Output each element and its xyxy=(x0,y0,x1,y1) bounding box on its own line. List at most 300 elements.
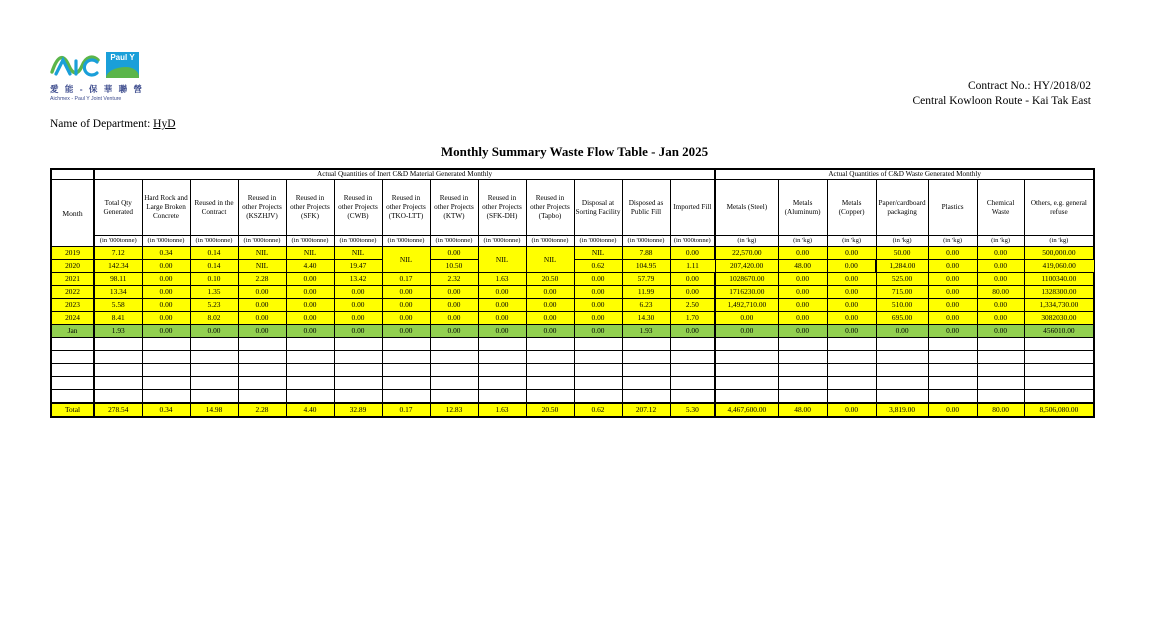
cell-reused-in-other-projects-sfk-dh: 0.00 xyxy=(478,312,526,325)
cell-metals-copper: 0.00 xyxy=(827,325,876,338)
empty-cell xyxy=(526,364,574,377)
cell-disposal-at-sorting-facility: NIL xyxy=(574,247,622,260)
cell-disposed-as-public-fill: 57.79 xyxy=(622,273,670,286)
empty-cell xyxy=(430,390,478,404)
column-header-chemical-waste: Chemical Waste xyxy=(977,180,1024,236)
unit-reused-in-other-projects-ktw: (in '000tonne) xyxy=(430,236,478,247)
empty-cell xyxy=(778,364,827,377)
empty-cell xyxy=(238,377,286,390)
cell-reused-in-the-contract: 14.98 xyxy=(190,403,238,417)
empty-cell xyxy=(94,390,142,404)
cell-total-qty-generated: 1.93 xyxy=(94,325,142,338)
cell-hard-rock-and-large-broken-concrete: 0.34 xyxy=(142,403,190,417)
empty-cell xyxy=(827,338,876,351)
cell-reused-in-other-projects-tko-ltt: 0.17 xyxy=(382,403,430,417)
empty-cell xyxy=(670,338,715,351)
cell-reused-in-other-projects-tko-ltt: 0.17 xyxy=(382,273,430,286)
empty-cell xyxy=(142,377,190,390)
cell-reused-in-the-contract: 1.35 xyxy=(190,286,238,299)
cell-reused-in-other-projects-ktw: 0.00 xyxy=(430,247,478,260)
empty-cell xyxy=(51,390,94,404)
cell-reused-in-other-projects-tko-ltt: 10.50 xyxy=(430,260,478,273)
empty-cell xyxy=(876,377,928,390)
cell-reused-in-other-projects-tapbo: 20.50 xyxy=(526,273,574,286)
cell-reused-in-the-contract: 5.23 xyxy=(190,299,238,312)
cell-disposal-at-sorting-facility: 0.00 xyxy=(574,312,622,325)
column-header-total-qty-generated: Total Qty Generated xyxy=(94,180,142,236)
empty-cell xyxy=(778,390,827,404)
empty-cell xyxy=(286,338,334,351)
column-header-imported-fill: Imported Fill xyxy=(670,180,715,236)
cell-reused-in-other-projects-kszhjv: NIL xyxy=(238,247,286,260)
cell-metals-aluminum: 0.00 xyxy=(778,325,827,338)
empty-cell xyxy=(715,364,778,377)
unit-paper-cardboard-packaging: (in 'kg) xyxy=(876,236,928,247)
empty-cell xyxy=(526,390,574,404)
unit-row xyxy=(51,236,1094,247)
department-label: Name of Department: xyxy=(50,118,151,130)
cell-chemical-waste: 0.00 xyxy=(977,273,1024,286)
company-logo xyxy=(50,52,145,102)
logo-marks xyxy=(50,52,145,80)
empty-cell xyxy=(94,377,142,390)
empty-cell xyxy=(51,377,94,390)
cell-imported-fill: 0.00 xyxy=(670,325,715,338)
cell-plastics: 0.00 xyxy=(928,273,977,286)
cell-reused-in-other-projects-kszhjv: 0.00 xyxy=(238,286,286,299)
cell-month: 2019 xyxy=(51,247,94,260)
empty-cell xyxy=(526,377,574,390)
cell-month: Jan xyxy=(51,325,94,338)
empty-cell xyxy=(430,351,478,364)
unit-reused-in-other-projects-kszhjv: (in '000tonne) xyxy=(238,236,286,247)
empty-cell xyxy=(574,390,622,404)
cell-plastics: 0.00 xyxy=(928,403,977,417)
cell-metals-steel: 0.00 xyxy=(715,325,778,338)
empty-cell xyxy=(238,338,286,351)
cell-month: 2023 xyxy=(51,299,94,312)
column-header-reused-in-other-projects-cwb: Reused in other Projects (CWB) xyxy=(334,180,382,236)
empty-cell xyxy=(1024,338,1094,351)
cell-hard-rock-and-large-broken-concrete: 0.00 xyxy=(142,273,190,286)
empty-cell xyxy=(142,351,190,364)
cell-reused-in-other-projects-sfk: 0.00 xyxy=(286,325,334,338)
empty-cell xyxy=(238,364,286,377)
department-line xyxy=(50,118,176,130)
column-header-metals-steel: Metals (Steel) xyxy=(715,180,778,236)
column-header-metals-aluminum: Metals (Aluminum) xyxy=(778,180,827,236)
empty-cell xyxy=(670,351,715,364)
cell-imported-fill: 2.50 xyxy=(670,299,715,312)
cell-imported-fill: 5.30 xyxy=(670,403,715,417)
cell-reused-in-other-projects-tapbo: 0.00 xyxy=(526,299,574,312)
cell-month: 2020 xyxy=(51,260,94,273)
monthly-waste-flow-table xyxy=(50,168,1095,418)
unit-disposal-at-sorting-facility: (in '000tonne) xyxy=(574,236,622,247)
cell-month: Total xyxy=(51,403,94,417)
empty-cell xyxy=(526,338,574,351)
cell-hard-rock-and-large-broken-concrete: 0.34 xyxy=(142,247,190,260)
empty-cell xyxy=(478,364,526,377)
group-header-actual-quantities-of-c-d-waste-generated-monthly: Actual Quantities of C&D Waste Generated Monthly xyxy=(715,169,1094,180)
cell-reused-in-other-projects-ktw: 0.00 xyxy=(430,312,478,325)
empty-cell xyxy=(928,364,977,377)
empty-cell xyxy=(51,364,94,377)
cell-reused-in-other-projects-ktw: 0.00 xyxy=(430,299,478,312)
cell-plastics: 0.00 xyxy=(928,325,977,338)
cell-reused-in-other-projects-cwb: 13.42 xyxy=(334,273,382,286)
cell-reused-in-other-projects-tapbo: 20.50 xyxy=(526,403,574,417)
cell-metals-copper: 0.00 xyxy=(827,273,876,286)
unit-reused-in-other-projects-sfk-dh: (in '000tonne) xyxy=(478,236,526,247)
empty-cell xyxy=(715,377,778,390)
unit-reused-in-other-projects-sfk: (in '000tonne) xyxy=(286,236,334,247)
cell-reused-in-other-projects-ktw: 0.00 xyxy=(430,286,478,299)
column-header-disposed-as-public-fill: Disposed as Public Fill xyxy=(622,180,670,236)
column-header-plastics: Plastics xyxy=(928,180,977,236)
empty-cell xyxy=(928,390,977,404)
empty-cell xyxy=(286,351,334,364)
cell-others-e-g-general-refuse: 1328300.00 xyxy=(1024,286,1094,299)
cell-chemical-waste: 0.00 xyxy=(977,312,1024,325)
cell-plastics: 0.00 xyxy=(928,247,977,260)
empty-cell xyxy=(190,377,238,390)
cell-others-e-g-general-refuse: 8,506,080.00 xyxy=(1024,403,1094,417)
cell-hard-rock-and-large-broken-concrete: 0.00 xyxy=(142,286,190,299)
empty-cell xyxy=(286,364,334,377)
cell-reused-in-other-projects-ktw: 0.62 xyxy=(574,260,622,273)
cell-reused-in-other-projects-sfk: 0.00 xyxy=(286,286,334,299)
cell-total-qty-generated: 142.34 xyxy=(94,260,142,273)
column-header-reused-in-other-projects-sfk: Reused in other Projects (SFK) xyxy=(286,180,334,236)
cell-reused-in-other-projects-sfk-dh: 0.00 xyxy=(478,325,526,338)
cell-disposed-as-public-fill: 207.12 xyxy=(622,403,670,417)
project-name: Central Kowloon Route - Kai Tak East xyxy=(912,95,1091,107)
empty-cell xyxy=(715,338,778,351)
cell-metals-aluminum: 0.00 xyxy=(778,247,827,260)
logo-chinese-name: 愛 能 - 保 華 聯 營 xyxy=(50,84,145,94)
empty-cell xyxy=(478,338,526,351)
cell-imported-fill: 0.00 xyxy=(670,247,715,260)
empty-cell xyxy=(977,377,1024,390)
cell-metals-copper: 0.00 xyxy=(827,403,876,417)
cell-metals-aluminum: 48.00 xyxy=(778,403,827,417)
empty-cell xyxy=(382,351,430,364)
column-header-reused-in-the-contract: Reused in the Contract xyxy=(190,180,238,236)
cell-reused-in-other-projects-sfk: NIL xyxy=(286,247,334,260)
cell-reused-in-other-projects-cwb: NIL xyxy=(334,247,382,260)
cell-reused-in-other-projects-cwb: 0.00 xyxy=(334,325,382,338)
cell-metals-aluminum: 0.00 xyxy=(778,299,827,312)
cell-reused-in-other-projects-ktw: 2.32 xyxy=(430,273,478,286)
cell-imported-fill: 0.00 xyxy=(670,273,715,286)
empty-cell xyxy=(286,377,334,390)
total-row xyxy=(51,403,1094,417)
cell-metals-aluminum: 0.00 xyxy=(778,312,827,325)
cell-reused-in-other-projects-cwb: 0.00 xyxy=(334,299,382,312)
cell-reused-in-other-projects-kszhjv: 0.00 xyxy=(238,312,286,325)
empty-cell xyxy=(977,364,1024,377)
table-row xyxy=(51,273,1094,286)
empty-cell xyxy=(715,390,778,404)
cell-chemical-waste: 80.00 xyxy=(977,403,1024,417)
cell-reused-in-other-projects-tko-ltt: NIL xyxy=(382,247,430,273)
cell-reused-in-other-projects-tapbo: 0.00 xyxy=(526,286,574,299)
empty-cell xyxy=(928,351,977,364)
empty-cell xyxy=(977,338,1024,351)
empty-cell xyxy=(190,351,238,364)
cell-chemical-waste: 80.00 xyxy=(977,286,1024,299)
cell-reused-in-other-projects-ktw: 12.83 xyxy=(430,403,478,417)
cell-reused-in-other-projects-cwb: 0.00 xyxy=(334,312,382,325)
empty-cell xyxy=(142,390,190,404)
cell-reused-in-the-contract: 0.14 xyxy=(190,260,238,273)
cell-reused-in-other-projects-tko-ltt: 0.00 xyxy=(382,299,430,312)
cell-disposed-as-public-fill: 11.99 xyxy=(622,286,670,299)
column-header-reused-in-other-projects-kszhjv: Reused in other Projects (KSZHJV) xyxy=(238,180,286,236)
empty-cell xyxy=(238,351,286,364)
cell-hard-rock-and-large-broken-concrete: 0.00 xyxy=(142,260,190,273)
empty-cell xyxy=(334,364,382,377)
cell-reused-in-other-projects-tko-ltt: 0.00 xyxy=(382,286,430,299)
pauly-brand-text: Paul Y xyxy=(110,53,135,62)
unit-chemical-waste: (in 'kg) xyxy=(977,236,1024,247)
cell-total-qty-generated: 7.12 xyxy=(94,247,142,260)
cell-disposal-at-sorting-facility: 0.00 xyxy=(574,325,622,338)
empty-cell xyxy=(622,351,670,364)
cell-others-e-g-general-refuse: 500,000.00 xyxy=(1024,247,1094,260)
table-row xyxy=(51,247,1094,260)
cell-reused-in-other-projects-kszhjv: 0.00 xyxy=(238,325,286,338)
empty-cell xyxy=(928,338,977,351)
cell-metals-steel: 1028670.00 xyxy=(715,273,778,286)
cell-reused-in-the-contract: 0.14 xyxy=(190,247,238,260)
cell-others-e-g-general-refuse: 1100340.00 xyxy=(1024,273,1094,286)
cell-metals-steel: 1,284.00 xyxy=(876,260,928,273)
cell-paper-cardboard-packaging: 715.00 xyxy=(876,286,928,299)
empty-cell xyxy=(526,351,574,364)
cell-metals-copper: 0.00 xyxy=(827,312,876,325)
empty-cell xyxy=(1024,364,1094,377)
empty-cell xyxy=(430,377,478,390)
pauly-brand-box xyxy=(106,52,139,78)
unit-reused-in-the-contract: (in '000tonne) xyxy=(190,236,238,247)
empty-cell xyxy=(622,338,670,351)
column-header-others-e-g-general-refuse: Others, e.g. general refuse xyxy=(1024,180,1094,236)
cell-others-e-g-general-refuse: 1,334,730.00 xyxy=(1024,299,1094,312)
table-row xyxy=(51,286,1094,299)
unit-reused-in-other-projects-tko-ltt: (in '000tonne) xyxy=(382,236,430,247)
empty-cell xyxy=(334,338,382,351)
cell-metals-steel: 1716230.00 xyxy=(715,286,778,299)
cell-reused-in-other-projects-sfk-dh: 0.00 xyxy=(478,299,526,312)
unit-disposed-as-public-fill: (in '000tonne) xyxy=(622,236,670,247)
cell-imported-fill: 1.70 xyxy=(670,312,715,325)
empty-cell xyxy=(670,390,715,404)
cell-disposal-at-sorting-facility: 207,420.00 xyxy=(715,260,778,273)
empty-cell xyxy=(574,338,622,351)
empty-cell xyxy=(1024,377,1094,390)
empty-cell xyxy=(622,377,670,390)
empty-cell xyxy=(876,390,928,404)
column-header-reused-in-other-projects-sfk-dh: Reused in other Projects (SFK-DH) xyxy=(478,180,526,236)
contract-info xyxy=(913,79,1091,109)
cell-total-qty-generated: 13.34 xyxy=(94,286,142,299)
empty-cell xyxy=(670,364,715,377)
empty-cell xyxy=(94,351,142,364)
unit-others-e-g-general-refuse: (in 'kg) xyxy=(1024,236,1094,247)
cell-reused-in-other-projects-cwb: 32.89 xyxy=(334,403,382,417)
cell-reused-in-other-projects-sfk: 0.00 xyxy=(286,299,334,312)
cell-reused-in-other-projects-kszhjv: NIL xyxy=(238,260,286,273)
cell-metals-copper: 0.00 xyxy=(977,260,1024,273)
cell-imported-fill: 0.00 xyxy=(827,260,876,273)
cell-metals-copper: 0.00 xyxy=(827,286,876,299)
cell-reused-in-other-projects-kszhjv: 0.00 xyxy=(238,299,286,312)
column-header-paper-cardboard-packaging: Paper/cardboard packaging xyxy=(876,180,928,236)
cell-metals-aluminum: 0.00 xyxy=(928,260,977,273)
empty-cell xyxy=(94,364,142,377)
cell-disposed-as-public-fill: 7.88 xyxy=(622,247,670,260)
cell-metals-steel: 0.00 xyxy=(715,312,778,325)
unit-reused-in-other-projects-cwb: (in '000tonne) xyxy=(334,236,382,247)
cell-reused-in-other-projects-sfk-dh: 1.63 xyxy=(478,403,526,417)
department-value: HyD xyxy=(153,118,176,130)
empty-cell xyxy=(478,377,526,390)
cell-chemical-waste: 0.00 xyxy=(977,247,1024,260)
empty-cell xyxy=(382,377,430,390)
cell-disposal-at-sorting-facility: 0.00 xyxy=(574,286,622,299)
empty-cell xyxy=(382,390,430,404)
cell-paper-cardboard-packaging: 419,060.00 xyxy=(1024,260,1094,273)
unit-metals-copper: (in 'kg) xyxy=(827,236,876,247)
group-header-actual-quantities-of-inert-c-d-material-generated-monthly: Actual Quantities of Inert C&D Material Generated Monthly xyxy=(94,169,715,180)
cell-reused-in-other-projects-tko-ltt: 0.00 xyxy=(382,312,430,325)
cell-metals-steel: 22,570.00 xyxy=(715,247,778,260)
empty-cell xyxy=(574,364,622,377)
table-body xyxy=(51,247,1094,418)
empty-cell xyxy=(876,351,928,364)
cell-hard-rock-and-large-broken-concrete: 0.00 xyxy=(142,312,190,325)
pauly-hill-shape xyxy=(106,67,139,78)
cell-month: 2022 xyxy=(51,286,94,299)
empty-cell xyxy=(430,338,478,351)
cell-imported-fill: 0.00 xyxy=(670,286,715,299)
empty-cell xyxy=(622,390,670,404)
empty-cell xyxy=(51,338,94,351)
cell-paper-cardboard-packaging: 510.00 xyxy=(876,299,928,312)
cell-disposal-at-sorting-facility: 0.62 xyxy=(574,403,622,417)
empty-cell xyxy=(478,351,526,364)
column-header-reused-in-other-projects-tapbo: Reused in other Projects (Tapbo) xyxy=(526,180,574,236)
cell-chemical-waste: 0.00 xyxy=(977,325,1024,338)
logo-english-name: Aichmex - Paul Y Joint Venture xyxy=(50,96,122,102)
empty-cell xyxy=(94,338,142,351)
cell-chemical-waste: 0.00 xyxy=(977,299,1024,312)
unit-metals-steel: (in 'kg) xyxy=(715,236,778,247)
empty-cell xyxy=(827,351,876,364)
empty-cell xyxy=(142,364,190,377)
cell-total-qty-generated: 8.41 xyxy=(94,312,142,325)
cell-reused-in-other-projects-tapbo: 1.11 xyxy=(670,260,715,273)
empty-cell xyxy=(977,351,1024,364)
cell-paper-cardboard-packaging: 0.00 xyxy=(876,325,928,338)
column-header-hard-rock-and-large-broken-concrete: Hard Rock and Large Broken Concrete xyxy=(142,180,190,236)
empty-cell xyxy=(382,338,430,351)
cell-reused-in-other-projects-tapbo: NIL xyxy=(526,247,574,273)
cell-paper-cardboard-packaging: 695.00 xyxy=(876,312,928,325)
cell-disposed-as-public-fill: 6.23 xyxy=(622,299,670,312)
cell-disposed-as-public-fill: 1.93 xyxy=(622,325,670,338)
cell-reused-in-other-projects-sfk-dh: 0.00 xyxy=(478,286,526,299)
cell-others-e-g-general-refuse: 3082030.00 xyxy=(1024,312,1094,325)
empty-cell xyxy=(574,377,622,390)
empty-cell xyxy=(334,390,382,404)
empty-row xyxy=(51,364,1094,377)
cell-metals-aluminum: 0.00 xyxy=(778,273,827,286)
empty-cell xyxy=(670,377,715,390)
cell-reused-in-other-projects-sfk: 0.00 xyxy=(286,273,334,286)
empty-cell xyxy=(334,351,382,364)
unit-reused-in-other-projects-tapbo: (in '000tonne) xyxy=(526,236,574,247)
column-header-disposal-at-sorting-facility: Disposal at Sorting Facility xyxy=(574,180,622,236)
cell-reused-in-other-projects-tapbo: 0.00 xyxy=(526,312,574,325)
cell-reused-in-other-projects-cwb: 0.00 xyxy=(334,286,382,299)
empty-cell xyxy=(142,338,190,351)
cell-reused-in-other-projects-tapbo: 0.00 xyxy=(526,325,574,338)
empty-cell xyxy=(876,338,928,351)
unit-imported-fill: (in '000tonne) xyxy=(670,236,715,247)
cell-disposed-as-public-fill: 14.30 xyxy=(622,312,670,325)
empty-cell xyxy=(574,351,622,364)
empty-cell xyxy=(778,338,827,351)
group-header-blank xyxy=(51,169,94,180)
cell-disposed-as-public-fill: 48.00 xyxy=(778,260,827,273)
cell-metals-aluminum: 0.00 xyxy=(778,286,827,299)
empty-cell xyxy=(778,351,827,364)
empty-cell xyxy=(715,351,778,364)
column-header-month: Month xyxy=(51,180,94,247)
cell-reused-in-other-projects-kszhjv: 2.28 xyxy=(238,273,286,286)
cell-reused-in-other-projects-tko-ltt: 0.00 xyxy=(382,325,430,338)
cell-metals-steel: 1,492,710.00 xyxy=(715,299,778,312)
cell-paper-cardboard-packaging: 3,819.00 xyxy=(876,403,928,417)
cell-total-qty-generated: 278.54 xyxy=(94,403,142,417)
cell-reused-in-other-projects-sfk-dh: 1.63 xyxy=(478,273,526,286)
cell-reused-in-the-contract: 8.02 xyxy=(190,312,238,325)
cell-disposal-at-sorting-facility: 0.00 xyxy=(574,273,622,286)
cell-month: 2024 xyxy=(51,312,94,325)
empty-cell xyxy=(1024,351,1094,364)
aic-monogram-icon xyxy=(50,52,102,78)
cell-reused-in-other-projects-ktw: 0.00 xyxy=(430,325,478,338)
cell-reused-in-other-projects-kszhjv: 2.28 xyxy=(238,403,286,417)
empty-cell xyxy=(977,390,1024,404)
cell-total-qty-generated: 98.11 xyxy=(94,273,142,286)
cell-reused-in-the-contract: 0.00 xyxy=(190,325,238,338)
empty-cell xyxy=(778,377,827,390)
cell-reused-in-other-projects-cwb: 19.47 xyxy=(334,260,382,273)
cell-paper-cardboard-packaging: 525.00 xyxy=(876,273,928,286)
cell-reused-in-other-projects-sfk: 0.00 xyxy=(286,312,334,325)
cell-reused-in-the-contract: 0.10 xyxy=(190,273,238,286)
empty-cell xyxy=(1024,390,1094,404)
empty-cell xyxy=(928,377,977,390)
column-header-row xyxy=(51,180,1094,236)
cell-hard-rock-and-large-broken-concrete: 0.00 xyxy=(142,325,190,338)
cell-disposal-at-sorting-facility: 0.00 xyxy=(574,299,622,312)
table-row xyxy=(51,299,1094,312)
